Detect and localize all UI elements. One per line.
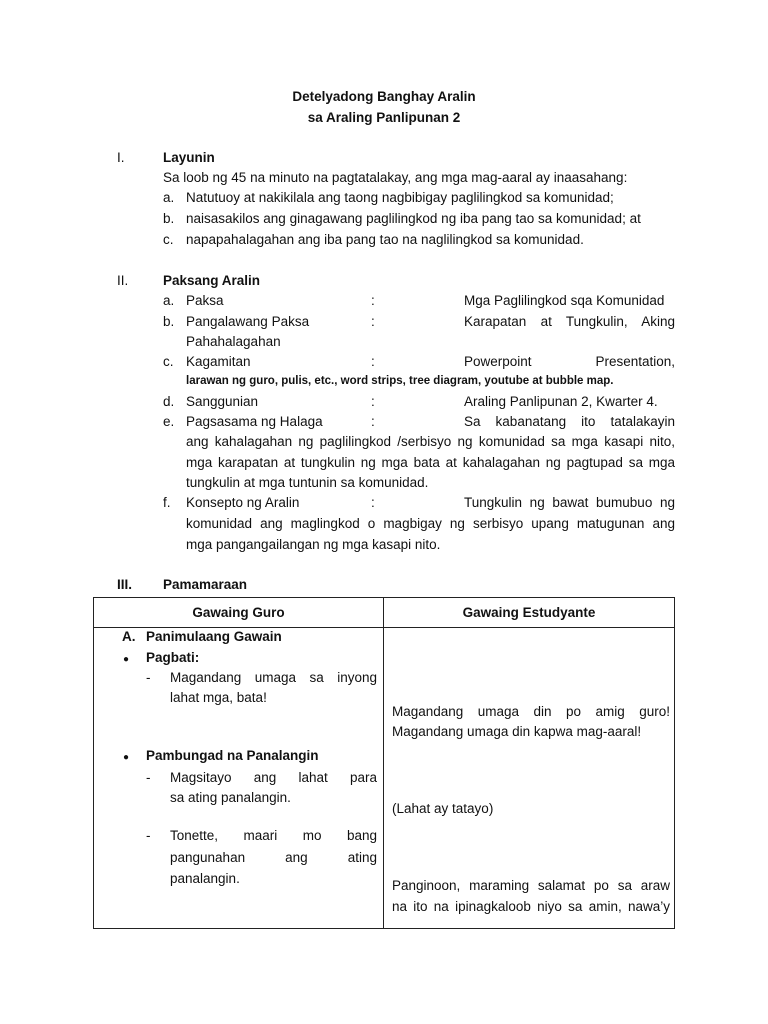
lead-prayer-line-2: pangunahan ang ating bbox=[170, 850, 377, 865]
reference-label: Sanggunian bbox=[186, 394, 259, 409]
topic-label: Paksa bbox=[186, 293, 224, 308]
bullet-icon: ● bbox=[123, 752, 130, 763]
subtopic-value-cont: Pahahalagahan bbox=[186, 334, 281, 349]
values-cont-3: tungkulin at mga tuntunin sa komunidad. bbox=[186, 475, 429, 490]
topic-value: Mga Paglilingkod sqa Komunidad bbox=[464, 293, 665, 308]
section1-intro: Sa loob ng 45 na minuto na pagtatalakay, ang mga mag-aaral ay inaasahang: bbox=[163, 170, 628, 185]
materials-letter: c. bbox=[163, 354, 174, 369]
greeting-heading: Pagbati: bbox=[146, 650, 200, 665]
col-header-guro: Gawaing Guro bbox=[94, 598, 384, 628]
prayer-heading: Pambungad na Panalangin bbox=[146, 748, 319, 763]
values-value: Sa kabanatang ito tatalakayin bbox=[464, 414, 675, 429]
part-letter: A. bbox=[122, 629, 136, 644]
prayer-line-1: Magsitayo ang lahat para bbox=[170, 770, 377, 785]
materials-value: Powerpoint Presentation, bbox=[464, 354, 675, 369]
concept-letter: f. bbox=[163, 495, 171, 510]
greeting-line-1: Magandang umaga sa inyong bbox=[170, 670, 377, 685]
subtopic-letter: b. bbox=[163, 314, 175, 329]
objective-text: napapahalagahan ang iba pang tao na naglilingkod sa komunidad. bbox=[186, 232, 584, 247]
section3-heading: Pamamaraan bbox=[163, 577, 248, 592]
objective-text: Natutuoy at nakikilala ang taong nagbibigay paglilingkod sa komunidad; bbox=[186, 190, 614, 205]
estudyante-cell bbox=[384, 628, 675, 929]
prayer-line-2: sa ating panalangin. bbox=[170, 790, 291, 805]
colon: : bbox=[371, 354, 375, 369]
reference-letter: d. bbox=[163, 394, 175, 409]
document-title: Detelyadong Banghay Aralin bbox=[292, 89, 476, 104]
values-letter: e. bbox=[163, 414, 175, 429]
concept-cont-1: komunidad ang maglingkod o magbigay ng serbisyo upang matugunan ang bbox=[186, 516, 675, 531]
colon: : bbox=[371, 414, 375, 429]
dash-icon: - bbox=[146, 670, 151, 685]
topic-letter: a. bbox=[163, 293, 175, 308]
reference-value: Araling Panlipunan 2, Kwarter 4. bbox=[464, 394, 658, 409]
objective-text: naisasakilos ang ginagawang paglilingkod ng iba pang tao sa komunidad; at bbox=[186, 211, 641, 226]
student-prayer-1: Panginoon, maraming salamat po sa araw bbox=[392, 878, 670, 893]
objective-letter: b. bbox=[163, 211, 175, 226]
concept-label: Konsepto ng Aralin bbox=[186, 495, 300, 510]
document-subtitle: sa Araling Panlipunan 2 bbox=[307, 110, 461, 125]
colon: : bbox=[371, 293, 375, 308]
materials-label: Kagamitan bbox=[186, 354, 251, 369]
greeting-line-2: lahat mga, bata! bbox=[170, 690, 267, 705]
section2-number: II. bbox=[117, 273, 129, 288]
colon: : bbox=[371, 314, 375, 329]
concept-value: Tungkulin ng bawat bumubuo ng bbox=[464, 495, 675, 510]
section1-heading: Layunin bbox=[163, 150, 215, 165]
values-label: Pagsasama ng Halaga bbox=[186, 414, 323, 429]
procedure-table bbox=[93, 597, 675, 929]
part-title: Panimulaang Gawain bbox=[146, 629, 282, 644]
guro-cell bbox=[94, 628, 384, 929]
student-greeting-1: Magandang umaga din po amig guro! bbox=[392, 704, 670, 719]
colon: : bbox=[371, 394, 375, 409]
section1-number: I. bbox=[117, 150, 125, 165]
section3-number: III. bbox=[117, 577, 133, 592]
lead-prayer-line-1: Tonette, maari mo bang bbox=[170, 828, 377, 843]
dash-icon: - bbox=[146, 828, 151, 843]
subtopic-label: Pangalawang Paksa bbox=[186, 314, 310, 329]
section2-heading: Paksang Aralin bbox=[163, 273, 261, 288]
values-cont-2: mga karapatan at tungkulin ng mga bata at kahalagahan ng pagtupad sa mga bbox=[186, 455, 675, 470]
colon: : bbox=[371, 495, 375, 510]
objective-letter: c. bbox=[163, 232, 174, 247]
values-cont-1: ang kahalagahan ng paglilingkod /serbisyo ng komunidad sa mga kasapi nito, bbox=[186, 434, 675, 449]
materials-value-cont: larawan ng guro, pulis, etc., word strips, tree diagram, youtube at bubble map. bbox=[186, 375, 614, 387]
concept-cont-2: mga pangangailangan ng mga kasapi nito. bbox=[186, 537, 441, 552]
student-greeting-2: Magandang umaga din kapwa mag-aaral! bbox=[392, 724, 642, 739]
objective-letter: a. bbox=[163, 190, 175, 205]
dash-icon: - bbox=[146, 770, 151, 785]
student-prayer-2: na ito na ipinagkaloob niyo sa amin, nawa’y bbox=[392, 899, 670, 914]
subtopic-value: Karapatan at Tungkulin, Aking bbox=[464, 314, 675, 329]
lead-prayer-line-3: panalangin. bbox=[170, 871, 240, 886]
col-header-estudyante: Gawaing Estudyante bbox=[384, 598, 675, 628]
bullet-icon: ● bbox=[123, 654, 130, 665]
student-stand: (Lahat ay tatayo) bbox=[392, 801, 494, 816]
